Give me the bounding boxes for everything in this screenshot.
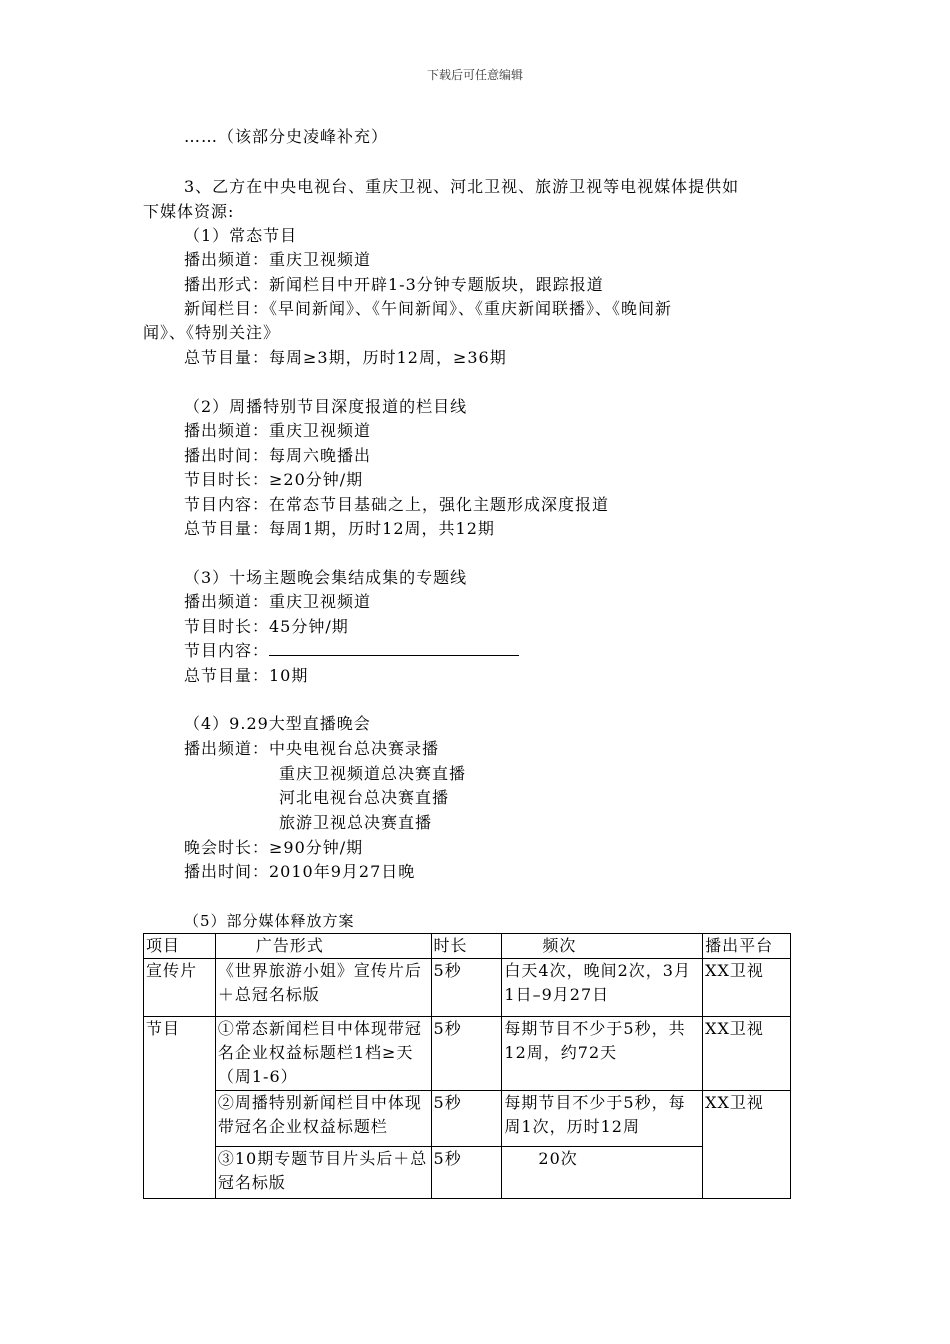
section-4-channel-4: 旅游卫视总决赛直播 — [279, 813, 433, 832]
cell-duration: 5秒 — [431, 1147, 502, 1199]
section-1-total: 总节目量：每周≥3期，历时12周，≥36期 — [184, 348, 507, 367]
cell-platform: XX卫视 — [703, 1091, 791, 1199]
table-row — [144, 1091, 791, 1147]
section-2-total: 总节目量：每周1期，历时12周，共12期 — [184, 519, 495, 538]
paragraph-3-line2: 下媒体资源: — [143, 202, 235, 221]
section-2-content: 节目内容：在常态节目基础之上，强化主题形成深度报道 — [184, 495, 610, 514]
section-1-columns: 新闻栏目：《早间新闻》、《午间新闻》、《重庆新闻联播》、《晚间新 — [184, 299, 673, 318]
section-2-time: 播出时间：每周六晚播出 — [184, 446, 372, 465]
section-4-title: （4）9.29大型直播晚会 — [184, 714, 371, 733]
header-platform: 播出平台 — [703, 934, 791, 959]
cell-frequency: 每期节目不少于5秒，共12周，约72天 — [502, 1017, 703, 1091]
section-4-channel: 播出频道：中央电视台总决赛录播 — [184, 739, 440, 758]
section-2-title: （2）周播特别节目深度报道的栏目线 — [184, 397, 468, 416]
header-item: 项目 — [144, 934, 216, 959]
section-3-duration: 节目时长：45分钟/期 — [184, 617, 349, 636]
cell-duration: 5秒 — [431, 1017, 502, 1091]
cell-form: ③10期专题节目片头后＋总冠名标版 — [215, 1147, 431, 1199]
cell-item: 节目 — [144, 1017, 216, 1199]
cell-form: ①常态新闻栏目中体现带冠名企业权益标题栏1档≥天（周1-6） — [215, 1017, 431, 1091]
section-4-time: 播出时间：2010年9月27日晚 — [184, 862, 416, 881]
section-2-duration: 节目时长：≥20分钟/期 — [184, 470, 364, 489]
cell-frequency: 白天4次，晚间2次，3月1日–9月27日 — [502, 959, 703, 1017]
table-header-row — [144, 934, 791, 959]
cell-platform: XX卫视 — [703, 959, 791, 1017]
cell-form: 《世界旅游小姐》宣传片后＋总冠名标版 — [215, 959, 431, 1017]
table-row — [144, 1017, 791, 1091]
section-4-duration: 晚会时长：≥90分钟/期 — [184, 838, 364, 857]
cell-item: 宣传片 — [144, 959, 216, 1017]
supplement-note: ……（该部分史凌峰补充） — [184, 127, 389, 146]
header-duration: 时长 — [431, 934, 502, 959]
section-3-channel: 播出频道：重庆卫视频道 — [184, 592, 372, 611]
section-1-title: （1）常态节目 — [184, 226, 298, 245]
cell-frequency: 20次 — [502, 1147, 703, 1199]
cell-duration: 5秒 — [431, 1091, 502, 1147]
section-1-columns-cont: 闻》、《特别关注》 — [143, 323, 281, 342]
section-4-channel-2: 重庆卫视频道总决赛直播 — [279, 764, 467, 783]
cell-duration: 5秒 — [431, 959, 502, 1017]
section-4-channel-3: 河北电视台总决赛直播 — [279, 788, 450, 807]
cell-frequency: 每期节目不少于5秒，每周1次，历时12周 — [502, 1091, 703, 1147]
section-5-title: （5）部分媒体释放方案 — [184, 912, 355, 930]
table-row — [144, 959, 791, 1017]
cell-platform: XX卫视 — [703, 1017, 791, 1091]
section-3-title: （3）十场主题晚会集结成集的专题线 — [184, 568, 468, 587]
section-2-channel: 播出频道：重庆卫视频道 — [184, 421, 372, 440]
section-3-content-label: 节目内容： — [184, 641, 270, 660]
page-header: 下载后可任意编辑 — [426, 68, 523, 82]
section-3-content-row — [184, 641, 519, 661]
header-form: 广告形式 — [215, 934, 431, 959]
section-3-total: 总节目量：10期 — [184, 666, 309, 685]
header-frequency: 频次 — [502, 934, 703, 959]
cell-form: ②周播特别新闻栏目中体现带冠名企业权益标题栏 — [215, 1091, 431, 1147]
section-1-format: 播出形式：新闻栏目中开辟1-3分钟专题版块，跟踪报道 — [184, 275, 604, 294]
media-plan-table — [143, 933, 791, 1199]
section-1-channel: 播出频道：重庆卫视频道 — [184, 250, 372, 269]
content-blank-line — [269, 641, 519, 656]
paragraph-3-line1: 3、乙方在中央电视台、重庆卫视、河北卫视、旅游卫视等电视媒体提供如 — [184, 177, 740, 196]
table-row — [144, 1147, 791, 1199]
